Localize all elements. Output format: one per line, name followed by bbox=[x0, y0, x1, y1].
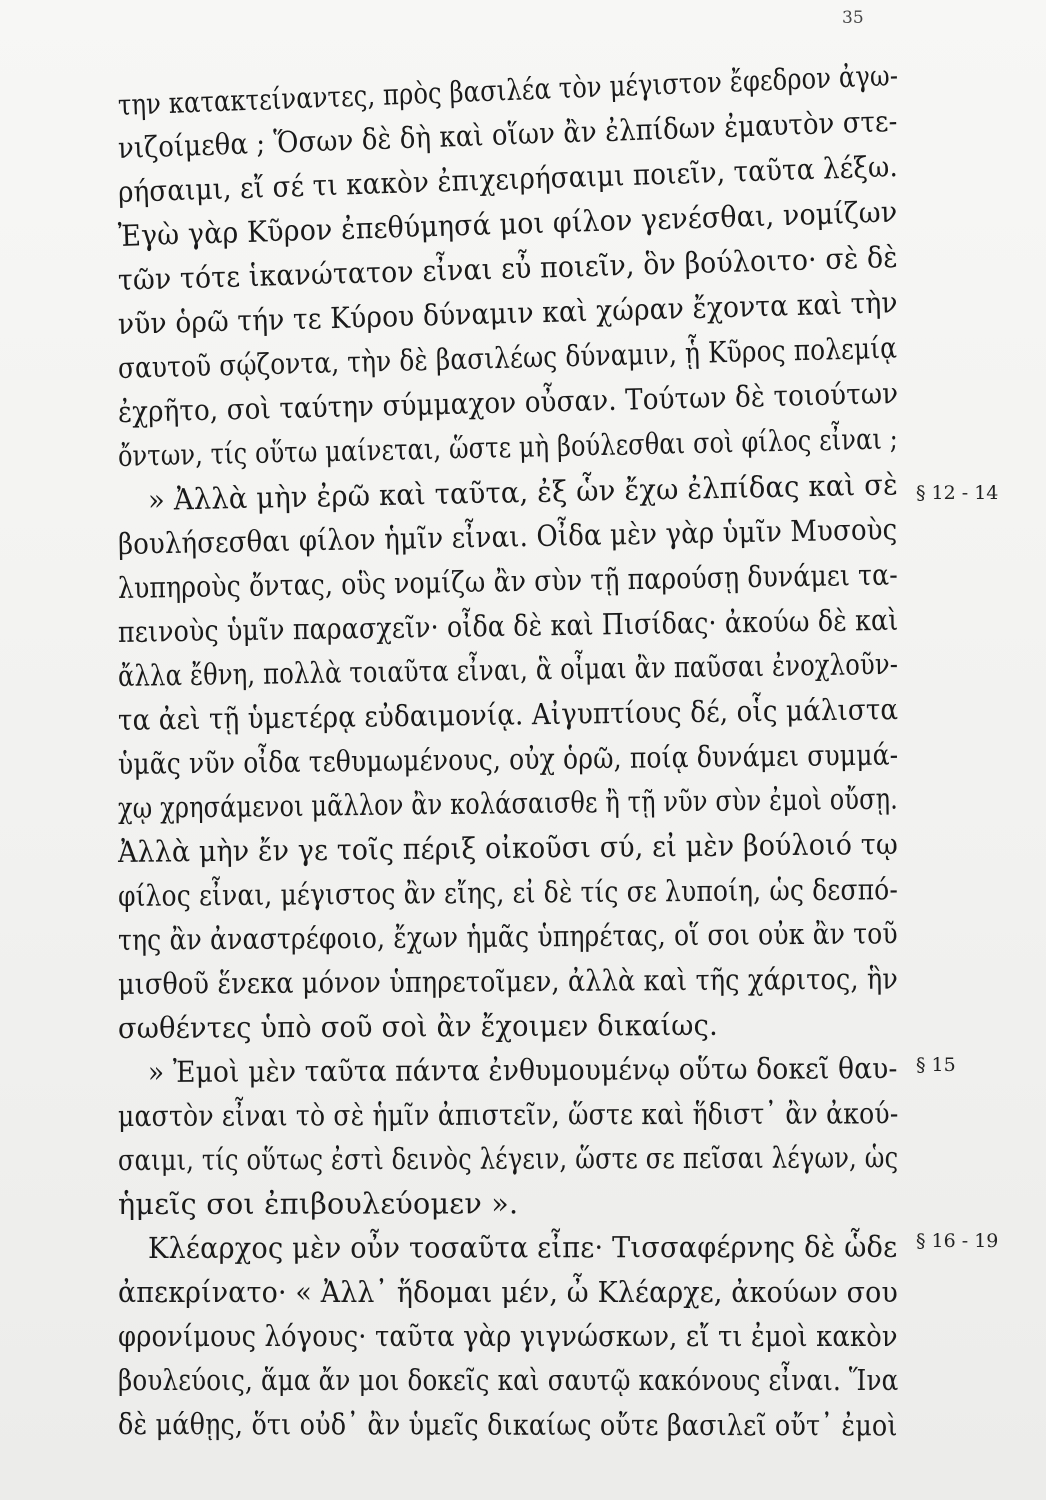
text-line: Ἀλλὰ μὴν ἔν γε τοῖς πέριξ οἰκοῦσι σύ, εἰ μὲν βούλοιό τῳ bbox=[117, 826, 899, 869]
text-line: μισθοῦ ἕνεκα μόνον ὑπηρετοῖμεν, ἀλλὰ καὶ τῆς χάριτος, ἣν bbox=[117, 961, 899, 1001]
section-reference: § 16 - 19 bbox=[916, 1230, 999, 1252]
text-line: φίλος εἶναι, μέγιστος ἂν εἴης, εἰ δὲ τίς σε λυποίη, ὡς δεσπό- bbox=[117, 872, 899, 913]
text-line: μαστὸν εἶναι τὸ σὲ ἡμῖν ἀπιστεῖν, ὥστε καὶ ἥδιστ᾽ ἂν ἀκού- bbox=[117, 1096, 899, 1133]
text-line: λυπηροὺς ὄντας, οὓς νομίζω ἂν σὺν τῇ παρούσῃ δυνάμει τα- bbox=[117, 557, 899, 605]
text-line: νιζοίμεθα ; Ὅσων δὲ δὴ καὶ οἵων ἂν ἐλπίδων ἐμαυτὸν στε- bbox=[117, 103, 898, 165]
text-line: Κλέαρχος μὲν οὖν τοσαῦτα εἶπε· Τισσαφέρνης δὲ ὧδε bbox=[147, 1229, 898, 1265]
text-line: σαυτοῦ σῴζοντα, τὴν δὲ βασιλέως δύναμιν, ᾗ Κῦρος πολεμίᾳ bbox=[117, 330, 898, 385]
text-line: » Ἀλλὰ μὴν ἐρῶ καὶ ταῦτα, ἐξ ὧν ἔχω ἐλπίδας καὶ σὲ bbox=[147, 467, 899, 517]
section-reference: § 15 bbox=[916, 1054, 956, 1076]
section-reference: § 12 - 14 bbox=[916, 482, 999, 504]
text-line: της ἂν ἀναστρέφοιο, ἔχων ἡμᾶς ὑπηρέτας, οἵ σοι οὐκ ἂν τοῦ bbox=[117, 916, 899, 957]
text-line: χῳ χρησάμενοι μᾶλλον ἂν κολάσαισθε ἢ τῇ νῦν σὺν ἐμοὶ οὔσῃ. bbox=[117, 781, 899, 825]
text-line: φρονίμους λόγους· ταῦτα γὰρ γιγνώσκων, εἴ τι ἐμοὶ κακὸν bbox=[118, 1319, 898, 1353]
text-line: ὄντων, τίς οὕτω μαίνεται, ὥστε μὴ βούλεσθαι σοὶ φίλος εἶναι ; bbox=[117, 421, 899, 473]
text-line: νῦν ὁρῶ τήν τε Κύρου δύναμιν καὶ χώραν ἔχοντα καὶ τὴν bbox=[117, 285, 899, 341]
text-line: τῶν τότε ἱκανώτατον εἶναι εὖ ποιεῖν, ὃν βούλοιτο· σὲ δὲ bbox=[117, 239, 899, 297]
text-line: βουλεύοις, ἅμα ἄν μοι δοκεῖς καὶ σαυτῷ κακόνους εἶναι. Ἵνα bbox=[118, 1363, 899, 1397]
text-line: ὑμᾶς νῦν οἶδα τεθυμωμένους, οὐχ ὁρῶ, ποίᾳ δυνάμει συμμά- bbox=[117, 737, 899, 781]
text-line: Ἐγὼ γὰρ Κῦρον ἐπεθύμησά μοι φίλον γενέσθαι, νομίζων bbox=[117, 194, 898, 253]
text-line: ρήσαιμι, εἴ σέ τι κακὸν ἐπιχειρήσαιμι ποιεῖν, ταῦτα λέξω. bbox=[117, 149, 899, 209]
text-line: ἐχρῆτο, σοὶ ταύτην σύμμαχον οὖσαν. Τούτων δὲ τοιούτων bbox=[117, 375, 899, 429]
text-line: ἡμεῖς σοι ἐπιβουλεύομεν ». bbox=[117, 1186, 519, 1221]
text-line: πεινοὺς ὑμῖν παρασχεῖν· οἶδα δὲ καὶ Πισίδας· ἀκούω δὲ καὶ bbox=[117, 602, 899, 649]
text-line: σαιμι, τίς οὕτως ἐστὶ δεινὸς λέγειν, ὥστε σε πεῖσαι λέγων, ὡς bbox=[117, 1140, 899, 1177]
page-number: 35 bbox=[842, 8, 864, 28]
text-line: ἀπεκρίνατο· « Ἀλλ᾽ ἥδομαι μέν, ὦ Κλέαρχε, ἀκούων σου bbox=[118, 1275, 898, 1309]
text-line: βουλήσεσθαι φίλον ἡμῖν εἶναι. Οἶδα μὲν γὰρ ὑμῖν Μυσοὺς bbox=[117, 512, 898, 561]
text-line: την κατακτείναντες, πρὸς βασιλέα τὸν μέγιστον ἔφεδρον ἀγω- bbox=[117, 58, 899, 122]
text-line: ἄλλα ἔθνη, πολλὰ τοιαῦτα εἶναι, ἃ οἶμαι ἂν παῦσαι ἐνοχλοῦν- bbox=[117, 646, 899, 693]
text-line: σωθέντες ὑπὸ σοῦ σοὶ ἂν ἔχοιμεν δικαίως. bbox=[117, 1007, 718, 1045]
text-line: δὲ μάθῃς, ὅτι οὐδ᾽ ἂν ὑμεῖς δικαίως οὔτε βασιλεῖ οὔτ᾽ ἐμοὶ bbox=[117, 1407, 898, 1443]
text-line: τα ἀεὶ τῇ ὑμετέρᾳ εὐδαιμονίᾳ. Αἰγυπτίους δέ, οἷς μάλιστα bbox=[117, 692, 899, 737]
text-line: » Ἐμοὶ μὲν ταῦτα πάντα ἐνθυμουμένῳ οὕτω δοκεῖ θαυ- bbox=[147, 1051, 898, 1089]
